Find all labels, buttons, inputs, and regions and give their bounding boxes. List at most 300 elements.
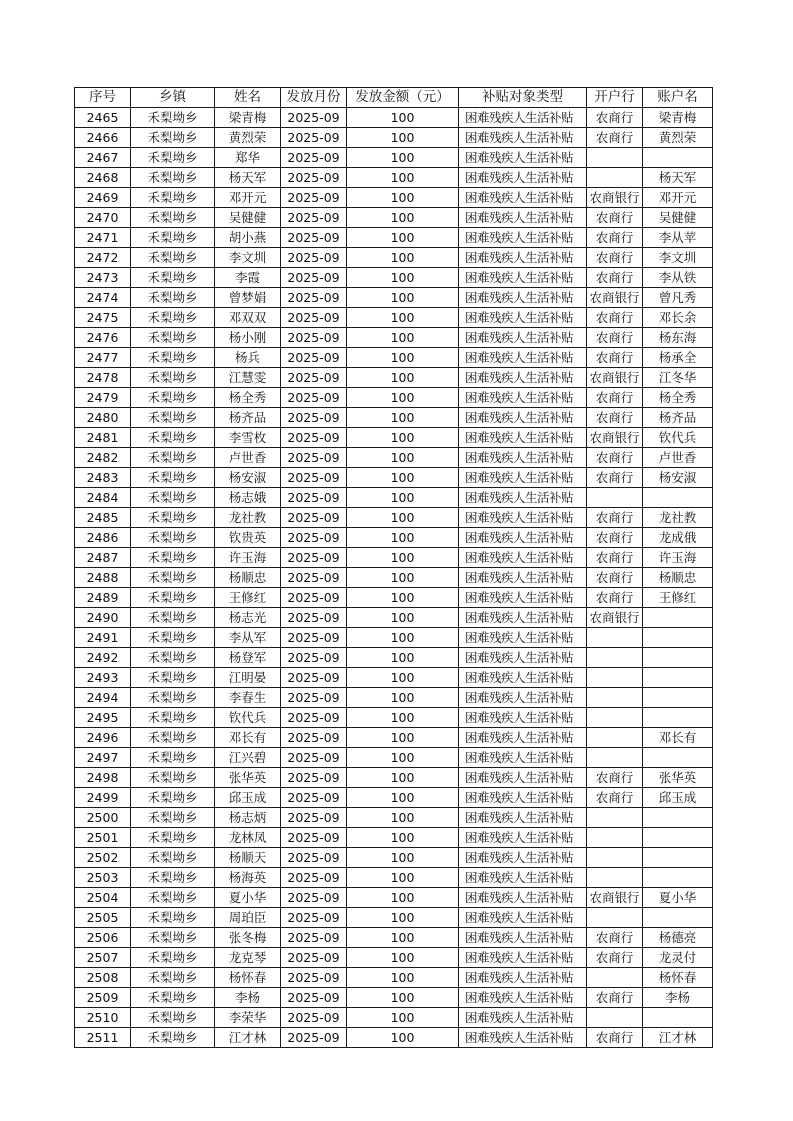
account-name-cell: 李从苹 [643, 228, 713, 248]
amount-cell: 100 [347, 168, 459, 188]
subsidy-type-cell: 困难残疾人生活补贴 [459, 468, 587, 488]
month-cell: 2025-09 [281, 288, 347, 308]
serial-cell: 2491 [75, 628, 131, 648]
township-cell: 禾梨坳乡 [131, 208, 215, 228]
amount-cell: 100 [347, 388, 459, 408]
month-cell: 2025-09 [281, 428, 347, 448]
account-name-cell [643, 628, 713, 648]
amount-cell: 100 [347, 248, 459, 268]
month-cell: 2025-09 [281, 808, 347, 828]
account-name-cell: 夏小华 [643, 888, 713, 908]
bank-cell: 农商银行 [587, 428, 643, 448]
account-name-cell [643, 608, 713, 628]
table-row [75, 928, 713, 948]
account-name-cell [643, 708, 713, 728]
subsidy-type-cell: 困难残疾人生活补贴 [459, 168, 587, 188]
township-cell: 禾梨坳乡 [131, 148, 215, 168]
township-cell: 禾梨坳乡 [131, 628, 215, 648]
serial-cell: 2472 [75, 248, 131, 268]
subsidy-type-cell: 困难残疾人生活补贴 [459, 1008, 587, 1028]
serial-cell: 2498 [75, 768, 131, 788]
name-cell: 杨安淑 [215, 468, 281, 488]
amount-cell: 100 [347, 848, 459, 868]
serial-cell: 2509 [75, 988, 131, 1008]
bank-cell: 农商行 [587, 948, 643, 968]
township-cell: 禾梨坳乡 [131, 568, 215, 588]
table-row [75, 908, 713, 928]
subsidy-type-cell: 困难残疾人生活补贴 [459, 348, 587, 368]
serial-cell: 2488 [75, 568, 131, 588]
bank-cell: 农商行 [587, 128, 643, 148]
township-cell: 禾梨坳乡 [131, 368, 215, 388]
serial-cell: 2469 [75, 188, 131, 208]
name-cell: 张冬梅 [215, 928, 281, 948]
account-name-cell [643, 488, 713, 508]
township-cell: 禾梨坳乡 [131, 268, 215, 288]
account-name-cell: 黄烈荣 [643, 128, 713, 148]
account-name-cell: 龙社教 [643, 508, 713, 528]
table-row [75, 628, 713, 648]
account-name-cell: 杨德亮 [643, 928, 713, 948]
amount-cell: 100 [347, 808, 459, 828]
bank-cell: 农商行 [587, 328, 643, 348]
amount-cell: 100 [347, 508, 459, 528]
table-row [75, 528, 713, 548]
serial-cell: 2492 [75, 648, 131, 668]
account-name-cell: 李杨 [643, 988, 713, 1008]
table-row [75, 308, 713, 328]
serial-cell: 2486 [75, 528, 131, 548]
month-cell: 2025-09 [281, 248, 347, 268]
amount-cell: 100 [347, 548, 459, 568]
table-body [75, 108, 713, 1048]
serial-cell: 2494 [75, 688, 131, 708]
month-cell: 2025-09 [281, 468, 347, 488]
name-cell: 王修红 [215, 588, 281, 608]
serial-cell: 2480 [75, 408, 131, 428]
amount-cell: 100 [347, 568, 459, 588]
subsidy-type-cell: 困难残疾人生活补贴 [459, 1028, 587, 1048]
month-cell: 2025-09 [281, 308, 347, 328]
subsidy-type-cell: 困难残疾人生活补贴 [459, 708, 587, 728]
table-row [75, 788, 713, 808]
month-cell: 2025-09 [281, 388, 347, 408]
serial-cell: 2510 [75, 1008, 131, 1028]
subsidy-type-cell: 困难残疾人生活补贴 [459, 748, 587, 768]
bank-cell: 农商银行 [587, 188, 643, 208]
account-name-cell: 邓长余 [643, 308, 713, 328]
bank-cell [587, 668, 643, 688]
serial-cell: 2487 [75, 548, 131, 568]
month-cell: 2025-09 [281, 328, 347, 348]
amount-cell: 100 [347, 208, 459, 228]
bank-cell [587, 648, 643, 668]
serial-cell: 2465 [75, 108, 131, 128]
header-cell: 账户名 [643, 88, 713, 108]
name-cell: 黄烈荣 [215, 128, 281, 148]
bank-cell: 农商行 [587, 108, 643, 128]
bank-cell [587, 908, 643, 928]
table-row [75, 808, 713, 828]
table-row [75, 548, 713, 568]
month-cell: 2025-09 [281, 888, 347, 908]
serial-cell: 2466 [75, 128, 131, 148]
name-cell: 李霞 [215, 268, 281, 288]
month-cell: 2025-09 [281, 108, 347, 128]
serial-cell: 2481 [75, 428, 131, 448]
subsidy-type-cell: 困难残疾人生活补贴 [459, 948, 587, 968]
bank-cell: 农商行 [587, 988, 643, 1008]
subsidy-type-cell: 困难残疾人生活补贴 [459, 228, 587, 248]
account-name-cell [643, 1008, 713, 1028]
bank-cell [587, 728, 643, 748]
amount-cell: 100 [347, 968, 459, 988]
month-cell: 2025-09 [281, 1028, 347, 1048]
subsidy-type-cell: 困难残疾人生活补贴 [459, 808, 587, 828]
serial-cell: 2482 [75, 448, 131, 468]
name-cell: 杨志娥 [215, 488, 281, 508]
account-name-cell: 江才林 [643, 1028, 713, 1048]
township-cell: 禾梨坳乡 [131, 688, 215, 708]
amount-cell: 100 [347, 368, 459, 388]
subsidy-type-cell: 困难残疾人生活补贴 [459, 648, 587, 668]
subsidy-type-cell: 困难残疾人生活补贴 [459, 728, 587, 748]
name-cell: 周珀臣 [215, 908, 281, 928]
name-cell: 邱玉成 [215, 788, 281, 808]
name-cell: 邓长有 [215, 728, 281, 748]
account-name-cell: 梁青梅 [643, 108, 713, 128]
subsidy-type-cell: 困难残疾人生活补贴 [459, 828, 587, 848]
table-row [75, 648, 713, 668]
serial-cell: 2470 [75, 208, 131, 228]
table-row [75, 968, 713, 988]
table-row [75, 208, 713, 228]
account-name-cell: 江冬华 [643, 368, 713, 388]
table-row [75, 748, 713, 768]
name-cell: 李雪枚 [215, 428, 281, 448]
month-cell: 2025-09 [281, 1008, 347, 1028]
township-cell: 禾梨坳乡 [131, 348, 215, 368]
account-name-cell [643, 848, 713, 868]
name-cell: 龙社教 [215, 508, 281, 528]
name-cell: 江慧雯 [215, 368, 281, 388]
account-name-cell: 吴健健 [643, 208, 713, 228]
name-cell: 吴健健 [215, 208, 281, 228]
name-cell: 夏小华 [215, 888, 281, 908]
amount-cell: 100 [347, 488, 459, 508]
table-row [75, 388, 713, 408]
bank-cell [587, 1008, 643, 1028]
table-row [75, 148, 713, 168]
name-cell: 钦代兵 [215, 708, 281, 728]
table-row [75, 1028, 713, 1048]
bank-cell: 农商行 [587, 248, 643, 268]
bank-cell: 农商银行 [587, 888, 643, 908]
township-cell: 禾梨坳乡 [131, 448, 215, 468]
serial-cell: 2507 [75, 948, 131, 968]
name-cell: 杨志炳 [215, 808, 281, 828]
table-row [75, 288, 713, 308]
account-name-cell [643, 868, 713, 888]
township-cell: 禾梨坳乡 [131, 328, 215, 348]
township-cell: 禾梨坳乡 [131, 648, 215, 668]
serial-cell: 2497 [75, 748, 131, 768]
amount-cell: 100 [347, 288, 459, 308]
bank-cell: 农商行 [587, 528, 643, 548]
name-cell: 胡小燕 [215, 228, 281, 248]
amount-cell: 100 [347, 348, 459, 368]
table-row [75, 108, 713, 128]
name-cell: 杨兵 [215, 348, 281, 368]
serial-cell: 2484 [75, 488, 131, 508]
township-cell: 禾梨坳乡 [131, 668, 215, 688]
subsidy-type-cell: 困难残疾人生活补贴 [459, 988, 587, 1008]
name-cell: 梁青梅 [215, 108, 281, 128]
township-cell: 禾梨坳乡 [131, 748, 215, 768]
month-cell: 2025-09 [281, 588, 347, 608]
amount-cell: 100 [347, 708, 459, 728]
serial-cell: 2499 [75, 788, 131, 808]
bank-cell: 农商行 [587, 768, 643, 788]
name-cell: 杨海英 [215, 868, 281, 888]
subsidy-type-cell: 困难残疾人生活补贴 [459, 128, 587, 148]
bank-cell: 农商行 [587, 268, 643, 288]
name-cell: 杨齐品 [215, 408, 281, 428]
bank-cell [587, 748, 643, 768]
subsidy-type-cell: 困难残疾人生活补贴 [459, 968, 587, 988]
header-cell: 序号 [75, 88, 131, 108]
serial-cell: 2468 [75, 168, 131, 188]
amount-cell: 100 [347, 788, 459, 808]
table-row [75, 888, 713, 908]
account-name-cell: 杨齐品 [643, 408, 713, 428]
account-name-cell [643, 648, 713, 668]
account-name-cell: 王修红 [643, 588, 713, 608]
bank-cell: 农商行 [587, 308, 643, 328]
township-cell: 禾梨坳乡 [131, 428, 215, 448]
table-row [75, 708, 713, 728]
account-name-cell: 杨顺忠 [643, 568, 713, 588]
name-cell: 卢世香 [215, 448, 281, 468]
amount-cell: 100 [347, 588, 459, 608]
township-cell: 禾梨坳乡 [131, 388, 215, 408]
header-cell: 乡镇 [131, 88, 215, 108]
account-name-cell [643, 148, 713, 168]
month-cell: 2025-09 [281, 208, 347, 228]
account-name-cell [643, 688, 713, 708]
name-cell: 杨志光 [215, 608, 281, 628]
month-cell: 2025-09 [281, 408, 347, 428]
serial-cell: 2506 [75, 928, 131, 948]
month-cell: 2025-09 [281, 908, 347, 928]
serial-cell: 2479 [75, 388, 131, 408]
bank-cell: 农商银行 [587, 288, 643, 308]
month-cell: 2025-09 [281, 768, 347, 788]
township-cell: 禾梨坳乡 [131, 228, 215, 248]
account-name-cell: 龙灵付 [643, 948, 713, 968]
month-cell: 2025-09 [281, 728, 347, 748]
amount-cell: 100 [347, 988, 459, 1008]
month-cell: 2025-09 [281, 548, 347, 568]
month-cell: 2025-09 [281, 268, 347, 288]
account-name-cell: 李文圳 [643, 248, 713, 268]
table-row [75, 668, 713, 688]
serial-cell: 2502 [75, 848, 131, 868]
township-cell: 禾梨坳乡 [131, 928, 215, 948]
amount-cell: 100 [347, 328, 459, 348]
table-row [75, 168, 713, 188]
township-cell: 禾梨坳乡 [131, 988, 215, 1008]
amount-cell: 100 [347, 228, 459, 248]
bank-cell [587, 808, 643, 828]
subsidy-type-cell: 困难残疾人生活补贴 [459, 628, 587, 648]
serial-cell: 2496 [75, 728, 131, 748]
account-name-cell: 卢世香 [643, 448, 713, 468]
bank-cell [587, 708, 643, 728]
subsidy-type-cell: 困难残疾人生活补贴 [459, 268, 587, 288]
serial-cell: 2485 [75, 508, 131, 528]
table-row [75, 448, 713, 468]
account-name-cell: 龙成俄 [643, 528, 713, 548]
bank-cell: 农商行 [587, 788, 643, 808]
township-cell: 禾梨坳乡 [131, 108, 215, 128]
header-cell: 发放月份 [281, 88, 347, 108]
name-cell: 钦贵英 [215, 528, 281, 548]
name-cell: 杨全秀 [215, 388, 281, 408]
name-cell: 杨顺忠 [215, 568, 281, 588]
serial-cell: 2473 [75, 268, 131, 288]
serial-cell: 2495 [75, 708, 131, 728]
subsidy-type-cell: 困难残疾人生活补贴 [459, 288, 587, 308]
amount-cell: 100 [347, 928, 459, 948]
bank-cell: 农商行 [587, 588, 643, 608]
bank-cell [587, 968, 643, 988]
amount-cell: 100 [347, 728, 459, 748]
account-name-cell: 李从铁 [643, 268, 713, 288]
township-cell: 禾梨坳乡 [131, 968, 215, 988]
subsidy-type-cell: 困难残疾人生活补贴 [459, 328, 587, 348]
month-cell: 2025-09 [281, 948, 347, 968]
amount-cell: 100 [347, 408, 459, 428]
month-cell: 2025-09 [281, 508, 347, 528]
name-cell: 李文圳 [215, 248, 281, 268]
table-row [75, 868, 713, 888]
township-cell: 禾梨坳乡 [131, 828, 215, 848]
account-name-cell [643, 908, 713, 928]
subsidy-type-cell: 困难残疾人生活补贴 [459, 528, 587, 548]
table-row [75, 328, 713, 348]
serial-cell: 2478 [75, 368, 131, 388]
account-name-cell: 钦代兵 [643, 428, 713, 448]
township-cell: 禾梨坳乡 [131, 608, 215, 628]
bank-cell: 农商银行 [587, 368, 643, 388]
month-cell: 2025-09 [281, 788, 347, 808]
header-cell: 补贴对象类型 [459, 88, 587, 108]
amount-cell: 100 [347, 268, 459, 288]
amount-cell: 100 [347, 688, 459, 708]
table-row [75, 828, 713, 848]
account-name-cell: 杨全秀 [643, 388, 713, 408]
bank-cell: 农商行 [587, 1028, 643, 1048]
account-name-cell: 杨东海 [643, 328, 713, 348]
subsidy-type-cell: 困难残疾人生活补贴 [459, 448, 587, 468]
month-cell: 2025-09 [281, 648, 347, 668]
bank-cell: 农商行 [587, 548, 643, 568]
township-cell: 禾梨坳乡 [131, 948, 215, 968]
amount-cell: 100 [347, 448, 459, 468]
table-row [75, 228, 713, 248]
header-row [75, 88, 713, 108]
table-row [75, 248, 713, 268]
serial-cell: 2471 [75, 228, 131, 248]
amount-cell: 100 [347, 668, 459, 688]
bank-cell [587, 488, 643, 508]
bank-cell: 农商行 [587, 228, 643, 248]
table-row [75, 368, 713, 388]
name-cell: 李从军 [215, 628, 281, 648]
township-cell: 禾梨坳乡 [131, 188, 215, 208]
table-row [75, 468, 713, 488]
header-cell: 开户行 [587, 88, 643, 108]
amount-cell: 100 [347, 468, 459, 488]
month-cell: 2025-09 [281, 228, 347, 248]
account-name-cell: 曾凡秀 [643, 288, 713, 308]
bank-cell: 农商行 [587, 408, 643, 428]
subsidy-type-cell: 困难残疾人生活补贴 [459, 508, 587, 528]
month-cell: 2025-09 [281, 928, 347, 948]
bank-cell: 农商行 [587, 928, 643, 948]
township-cell: 禾梨坳乡 [131, 288, 215, 308]
subsidy-type-cell: 困难残疾人生活补贴 [459, 368, 587, 388]
township-cell: 禾梨坳乡 [131, 468, 215, 488]
serial-cell: 2503 [75, 868, 131, 888]
serial-cell: 2504 [75, 888, 131, 908]
bank-cell [587, 628, 643, 648]
serial-cell: 2505 [75, 908, 131, 928]
serial-cell: 2477 [75, 348, 131, 368]
subsidy-type-cell: 困难残疾人生活补贴 [459, 188, 587, 208]
subsidy-type-cell: 困难残疾人生活补贴 [459, 848, 587, 868]
table-row [75, 768, 713, 788]
table-row [75, 1008, 713, 1028]
account-name-cell: 许玉海 [643, 548, 713, 568]
name-cell: 杨天军 [215, 168, 281, 188]
month-cell: 2025-09 [281, 628, 347, 648]
name-cell: 许玉海 [215, 548, 281, 568]
table-row [75, 408, 713, 428]
amount-cell: 100 [347, 868, 459, 888]
subsidy-type-cell: 困难残疾人生活补贴 [459, 788, 587, 808]
subsidy-type-cell: 困难残疾人生活补贴 [459, 768, 587, 788]
name-cell: 杨登军 [215, 648, 281, 668]
header-cell: 发放金额（元） [347, 88, 459, 108]
name-cell: 龙克琴 [215, 948, 281, 968]
serial-cell: 2474 [75, 288, 131, 308]
amount-cell: 100 [347, 528, 459, 548]
month-cell: 2025-09 [281, 748, 347, 768]
month-cell: 2025-09 [281, 848, 347, 868]
table-row [75, 948, 713, 968]
month-cell: 2025-09 [281, 148, 347, 168]
serial-cell: 2500 [75, 808, 131, 828]
serial-cell: 2475 [75, 308, 131, 328]
table-row [75, 488, 713, 508]
subsidy-type-cell: 困难残疾人生活补贴 [459, 868, 587, 888]
township-cell: 禾梨坳乡 [131, 548, 215, 568]
table-row [75, 568, 713, 588]
township-cell: 禾梨坳乡 [131, 868, 215, 888]
bank-cell: 农商行 [587, 388, 643, 408]
